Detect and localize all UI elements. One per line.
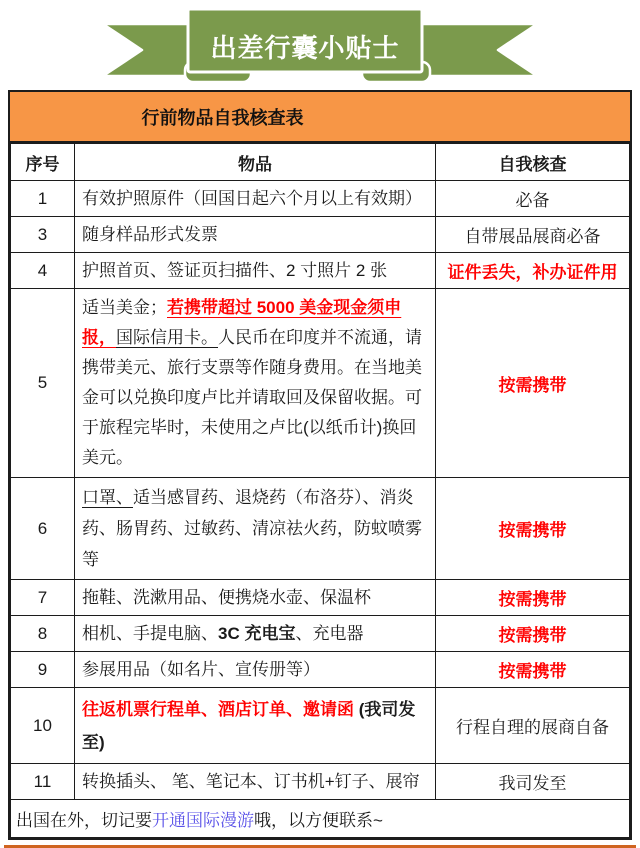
- table-row: [11, 580, 630, 616]
- ribbon-banner-icon: [100, 6, 540, 90]
- table-title: 行前物品自我核查表: [141, 107, 304, 128]
- item-text-part: 有效护照原件（回国日起六个月以上有效期）: [82, 189, 422, 208]
- item-cell: [75, 688, 436, 764]
- check-cell: 按需携带: [436, 289, 630, 478]
- roaming-link[interactable]: 开通国际漫游: [152, 811, 254, 830]
- table-row: [11, 764, 630, 800]
- column-header-number: 序号: [11, 144, 75, 181]
- table-row: [11, 289, 630, 478]
- ribbon-banner: [0, 0, 640, 90]
- check-cell: 自带展品展商必备: [436, 217, 630, 253]
- check-cell: 我司发至: [436, 764, 630, 800]
- checklist-table: [8, 90, 632, 840]
- item-text-part: 往返机票行程单、酒店订单、邀请函: [82, 699, 354, 719]
- footer-note: [11, 800, 630, 838]
- check-cell: 证件丢失，补办证件用: [436, 253, 630, 289]
- item-text-part: 若携带超过 5000 美金现金须申报，: [82, 298, 402, 347]
- row-number-cell: 10: [11, 688, 75, 764]
- table-row: [11, 217, 630, 253]
- row-number-cell: 5: [11, 289, 75, 478]
- item-text-part: 转换插头、 笔、笔记本、订书机+钉子、展帘: [82, 772, 420, 791]
- row-number-cell: 7: [11, 580, 75, 616]
- item-text-part: (我司发至): [82, 699, 416, 752]
- table-row: [11, 478, 630, 580]
- item-text-part: 随身样品形式发票: [82, 225, 218, 244]
- check-cell: 按需携带: [436, 616, 630, 652]
- check-cell: 必备: [436, 181, 630, 217]
- table-row: [11, 253, 630, 289]
- column-header-items: 物品: [75, 144, 436, 181]
- footer-note-row: [11, 800, 630, 838]
- item-text-part: 3C 充电宝: [218, 624, 296, 643]
- row-number-cell: 11: [11, 764, 75, 800]
- item-text-part: 护照首页、签证页扫描件、2 寸照片 2 张: [82, 261, 388, 280]
- table-title-bar: [10, 92, 630, 143]
- table-row: [11, 688, 630, 764]
- check-cell: 按需携带: [436, 478, 630, 580]
- check-cell: 按需携带: [436, 652, 630, 688]
- item-cell: [75, 217, 436, 253]
- check-cell: 行程自理的展商自备: [436, 688, 630, 764]
- item-text-part: 拖鞋、洗漱用品、便携烧水壶、保温杯: [82, 588, 371, 607]
- item-cell: [75, 580, 436, 616]
- item-cell: [75, 289, 436, 478]
- item-cell: [75, 616, 436, 652]
- item-text-part: 相机、手提电脑、: [82, 624, 218, 643]
- checklist-body: [11, 181, 630, 838]
- row-number-cell: 9: [11, 652, 75, 688]
- table-row: [11, 652, 630, 688]
- item-cell: [75, 652, 436, 688]
- table-header-row: [11, 144, 630, 181]
- banner-title: 出差行囊小贴士: [210, 32, 400, 63]
- item-text-part: 适当感冒药、退烧药（布洛芬）、消炎药、肠胃药、过敏药、清凉祛火药，防蚊喷雾等: [82, 488, 422, 569]
- item-text-part: 、充电器: [295, 624, 364, 643]
- item-text-part: 适当美金；: [82, 298, 167, 317]
- item-text-part: 哦，以方便联系~: [254, 811, 383, 830]
- item-text-part: 人民币在印度并不流通，请携带美元、旅行支票等作随身费用。在当地美金可以兑换印度卢比并请取回及保留收据。可于旅程完毕时，未使用之卢比(以纸币计)换回美元。: [82, 328, 422, 467]
- item-text-part: 国际信用卡。: [116, 328, 218, 347]
- item-text-part: 出国在外，切记要: [16, 811, 152, 830]
- item-text-part: 参展用品（如名片、宣传册等）: [82, 660, 320, 679]
- row-number-cell: 3: [11, 217, 75, 253]
- item-cell: [75, 253, 436, 289]
- item-cell: [75, 764, 436, 800]
- item-text-part: 口罩、: [82, 488, 133, 507]
- row-number-cell: 6: [11, 478, 75, 580]
- table-row: [11, 616, 630, 652]
- row-number-cell: 4: [11, 253, 75, 289]
- row-number-cell: 1: [11, 181, 75, 217]
- table-row: [11, 181, 630, 217]
- item-cell: [75, 478, 436, 580]
- column-header-selfcheck: 自我核查: [436, 144, 630, 181]
- row-number-cell: 8: [11, 616, 75, 652]
- item-cell: [75, 181, 436, 217]
- check-cell: 按需携带: [436, 580, 630, 616]
